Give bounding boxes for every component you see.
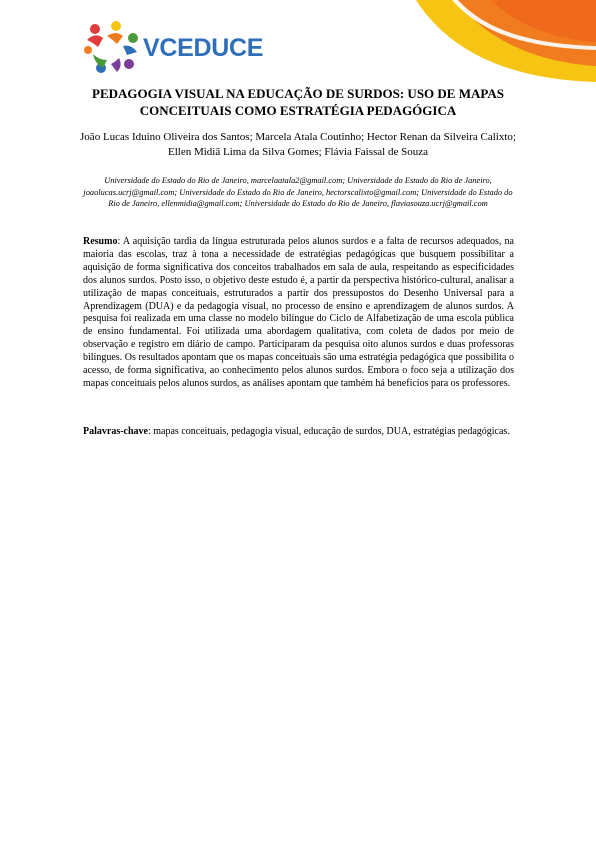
corner-wave-decoration bbox=[396, 0, 596, 95]
abstract-label: Resumo bbox=[83, 236, 118, 247]
paper-title: PEDAGOGIA VISUAL NA EDUCAÇÃO DE SURDOS: USO DE MAPAS CONCEITUAIS COMO ESTRATÉGIA PEDAGÓGICA bbox=[92, 86, 504, 118]
keywords-paragraph bbox=[83, 426, 514, 439]
keywords-text: : mapas conceituais, pedagogia visual, educação de surdos, DUA, estratégias pedagógicas. bbox=[148, 426, 510, 437]
people-circle-logo-icon bbox=[83, 20, 141, 76]
vceduce-logo bbox=[83, 18, 273, 76]
keywords-label: Palavras-chave bbox=[83, 426, 148, 437]
abstract-paragraph bbox=[83, 236, 514, 391]
author-list: João Lucas Iduino Oliveira dos Santos; Marcela Atala Coutinho; Hector Renan da Silveira Calixto; Ellen Midiã Lima da Silva Gomes; Flávia Faissal de Souza bbox=[80, 131, 516, 158]
affiliation-list: Universidade do Estado do Rio de Janeiro, marcelaatala2@gmail.com; Universidade do Estado do Rio de Janeiro, joaolucas.ucrj@gmail.com; Universidade do Estado do Rio de Janeiro, hectorscalixto@gmail.com; Universidade do Estado do Rio de Janeiro, ellenmidia@gmail.com; Universidade do Estado do Rio de Janeiro, flaviasouza.ucrj@gmail.com bbox=[83, 176, 513, 208]
abstract-text: : A aquisição tardia da língua estruturada pelos alunos surdos e a falta de recursos adequados, na maioria das escolas, traz à tona a necessidade de estratégias pedagógicas que busquem possibilitar a aquisição de forma significativa dos conceitos trabalhados em sala de aula, respeitando as especificidades dos alunos surdos. Posto isso, o objetivo deste estudo é, a partir da perspectiva histórico-cultural, analisar a utilização de mapas conceituais, estruturados a partir dos pressupostos do Desenho Universal para a Aprendizagem (DUA) e da pedagogia visual, no processo de ensino e aprendizagem de alunos surdos. A pesquisa foi realizada em uma classe no modelo bilíngue do Ciclo de Alfabetização de uma escola pública de ensino fundamental. Foi utilizada uma abordagem qualitativa, com coleta de dados por meio de observação e registro em diário de campo. Participaram da pesquisa oito alunos surdos e duas professoras bilíngues. Os resultados apontam que os mapas conceituais são uma estratégia pedagógica que possibilita o acesso, de forma significativa, ao conhecimento pelos alunos surdos. Embora o foco seja a utilização dos mapas conceituais pelos alunos surdos, as análises apontam que também há benefícios para os professores. bbox=[83, 236, 514, 389]
logo-text: VCEDUCE bbox=[143, 34, 264, 62]
